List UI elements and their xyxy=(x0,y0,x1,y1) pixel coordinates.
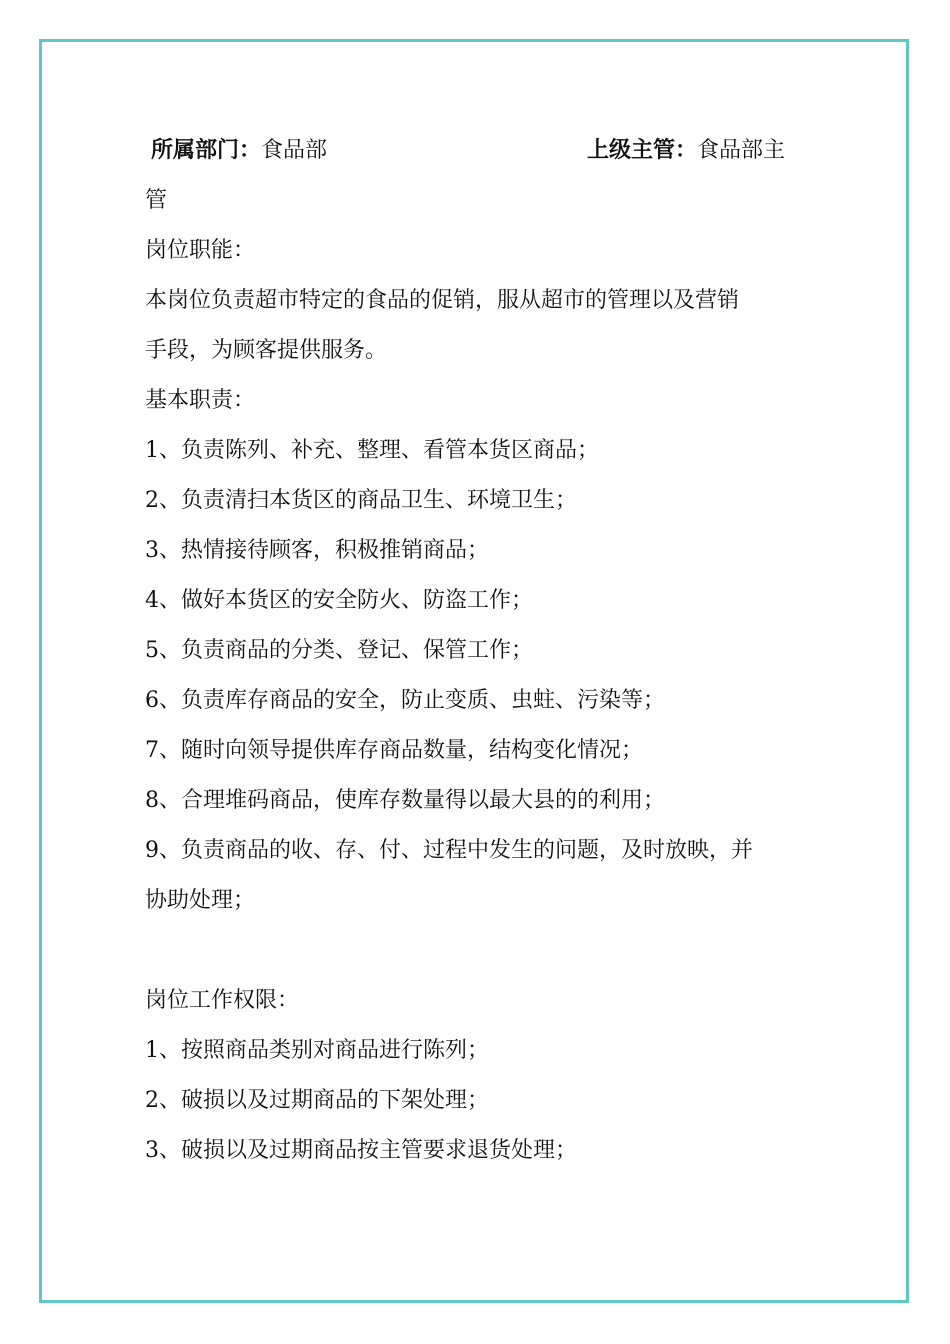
supervisor-value: 食品部主 xyxy=(697,138,786,163)
blank-line xyxy=(145,926,810,976)
duty-item-wrap: 协助处理； xyxy=(145,888,256,913)
duty-item: 6、负责库存商品的安全，防止变质、虫蛀、污染等； xyxy=(145,688,665,713)
duty-item: 5、负责商品的分类、登记、保管工作； xyxy=(145,638,533,663)
function-text-line: 本岗位负责超市特定的食品的促销，服从超市的管理以及营销 xyxy=(145,288,740,313)
duty-item: 4、做好本货区的安全防火、防盗工作； xyxy=(145,588,533,613)
document-body xyxy=(145,126,810,1176)
duty-item: 8、合理堆码商品，使库存数量得以最大县的的利用； xyxy=(145,788,665,813)
header-line xyxy=(145,126,810,176)
authority-item: 3、破损以及过期商品按主管要求退货处理； xyxy=(145,1138,577,1163)
duty-item: 2、负责清扫本货区的商品卫生、环境卫生； xyxy=(145,488,577,513)
authority-item: 2、破损以及过期商品的下架处理； xyxy=(145,1088,489,1113)
duty-item: 3、热情接待顾客，积极推销商品； xyxy=(145,538,489,563)
authority-item: 1、按照商品类别对商品进行陈列； xyxy=(145,1038,489,1063)
department-field xyxy=(151,126,327,176)
supervisor-value-wrap: 管 xyxy=(145,188,168,213)
function-heading: 岗位职能： xyxy=(145,238,256,263)
supervisor-label: 上级主管： xyxy=(587,138,698,163)
function-text-line: 手段，为顾客提供服务。 xyxy=(145,338,388,363)
duty-item: 9、负责商品的收、存、付、过程中发生的问题，及时放映，并 xyxy=(145,838,753,863)
department-label: 所属部门： xyxy=(151,138,262,163)
authority-heading: 岗位工作权限： xyxy=(145,988,300,1013)
duty-item: 1、负责陈列、补充、整理、看管本货区商品； xyxy=(145,438,599,463)
duties-heading: 基本职责： xyxy=(145,388,256,413)
duty-item: 7、随时向领导提供库存商品数量，结构变化情况； xyxy=(145,738,643,763)
supervisor-field xyxy=(587,126,785,176)
department-value: 食品部 xyxy=(261,138,328,163)
